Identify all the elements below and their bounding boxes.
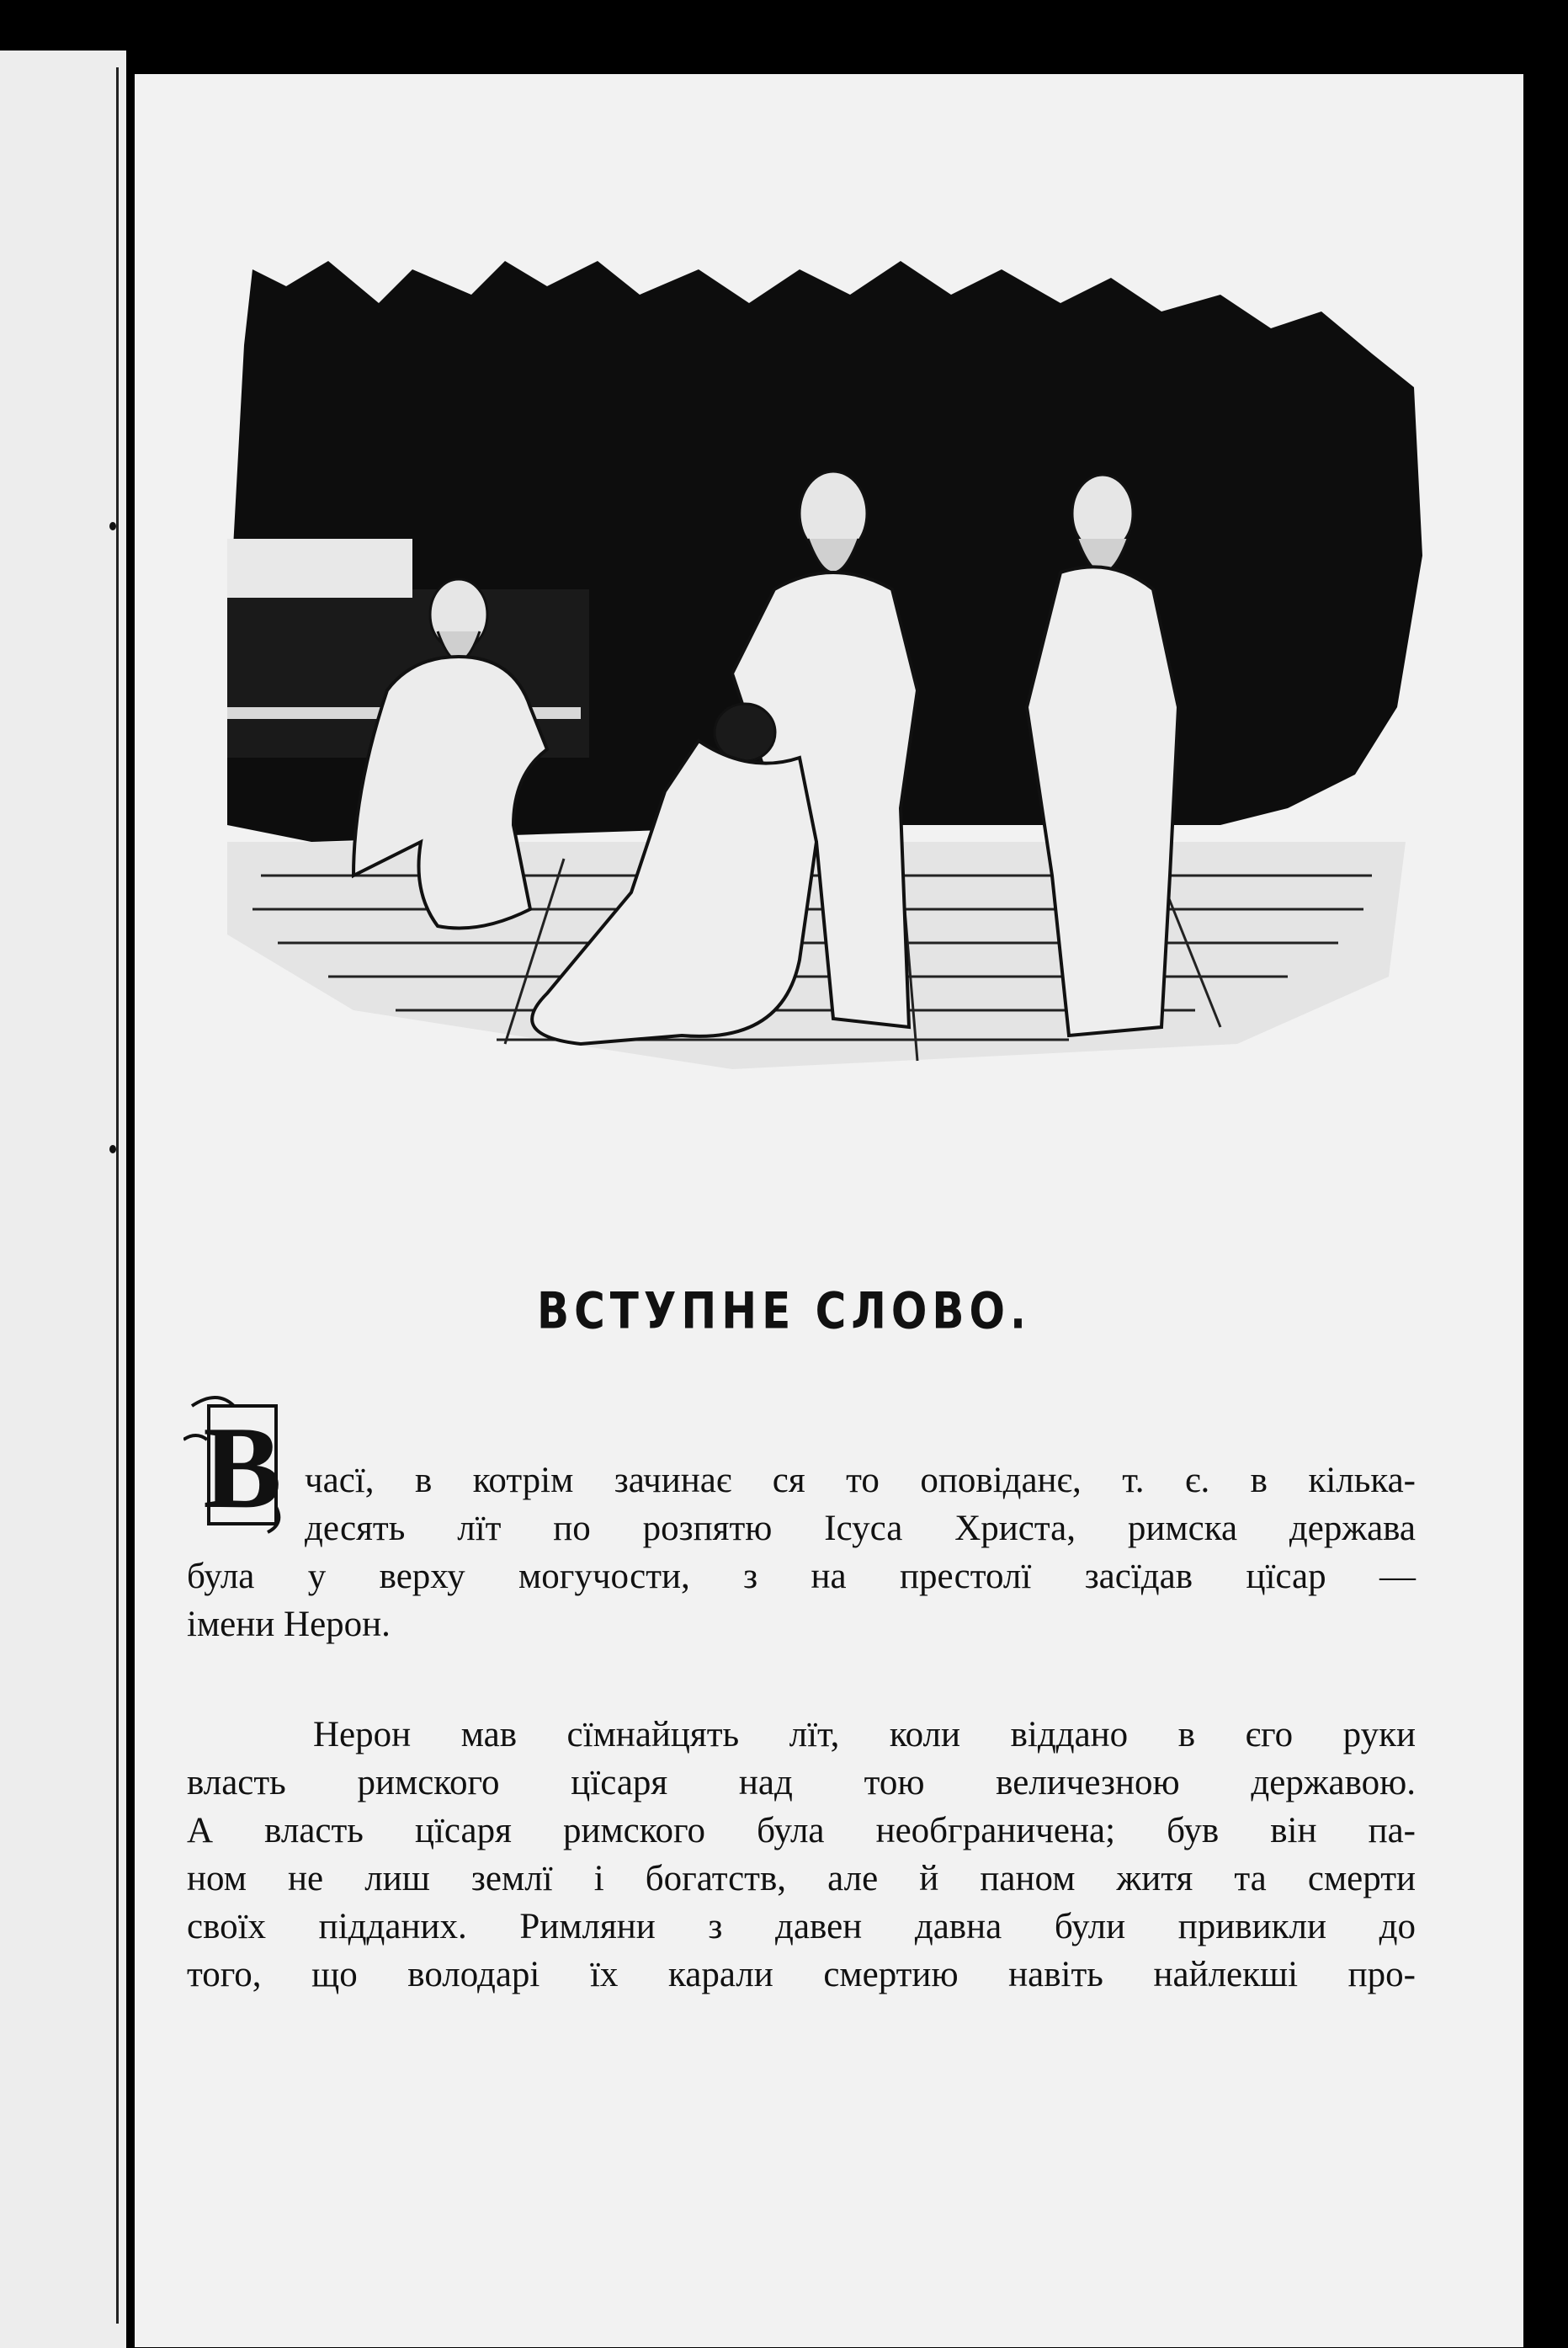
text-line: А власть цїсаря римского була необграничена; був він па- — [187, 1811, 1416, 1850]
text-line: ном не лиш землї і богатств, але й паном житя та смерти — [187, 1859, 1416, 1898]
section-heading: ВСТУПНЕ СЛОВО. — [536, 1281, 1032, 1340]
page-fold-line — [116, 67, 119, 2324]
scan-speck — [109, 1145, 116, 1153]
text-line: того, що володарі їх карали смертию навіть найлекші про- — [187, 1955, 1416, 1994]
text-line: Нерон мав сїмнайцять лїт, коли віддано в єго руки — [313, 1715, 1416, 1754]
text-line: імени Нерон. — [187, 1605, 391, 1644]
scan-speck — [109, 522, 116, 530]
text-line: була у верху могучости, з на престолї засїдав цїсар — — [187, 1557, 1416, 1596]
body-paragraph — [187, 1711, 1416, 1999]
text-line: власть римского цїсаря над тою величезною державою. — [187, 1763, 1416, 1802]
svg-text:В: В — [203, 1403, 282, 1533]
text-line: часї, в котрім зачинає ся то оповіданє, т. є. в кілька- — [305, 1461, 1416, 1500]
intro-paragraph — [187, 1456, 1416, 1648]
engraving-illustration — [227, 236, 1439, 1094]
text-line: десять лїт по розпятю Ісуса Христа, римска держава — [305, 1509, 1416, 1548]
adjacent-page-margin — [0, 51, 126, 2348]
text-line: своїх пiдданих. Римляни з давен давна були привикли до — [187, 1907, 1416, 1946]
